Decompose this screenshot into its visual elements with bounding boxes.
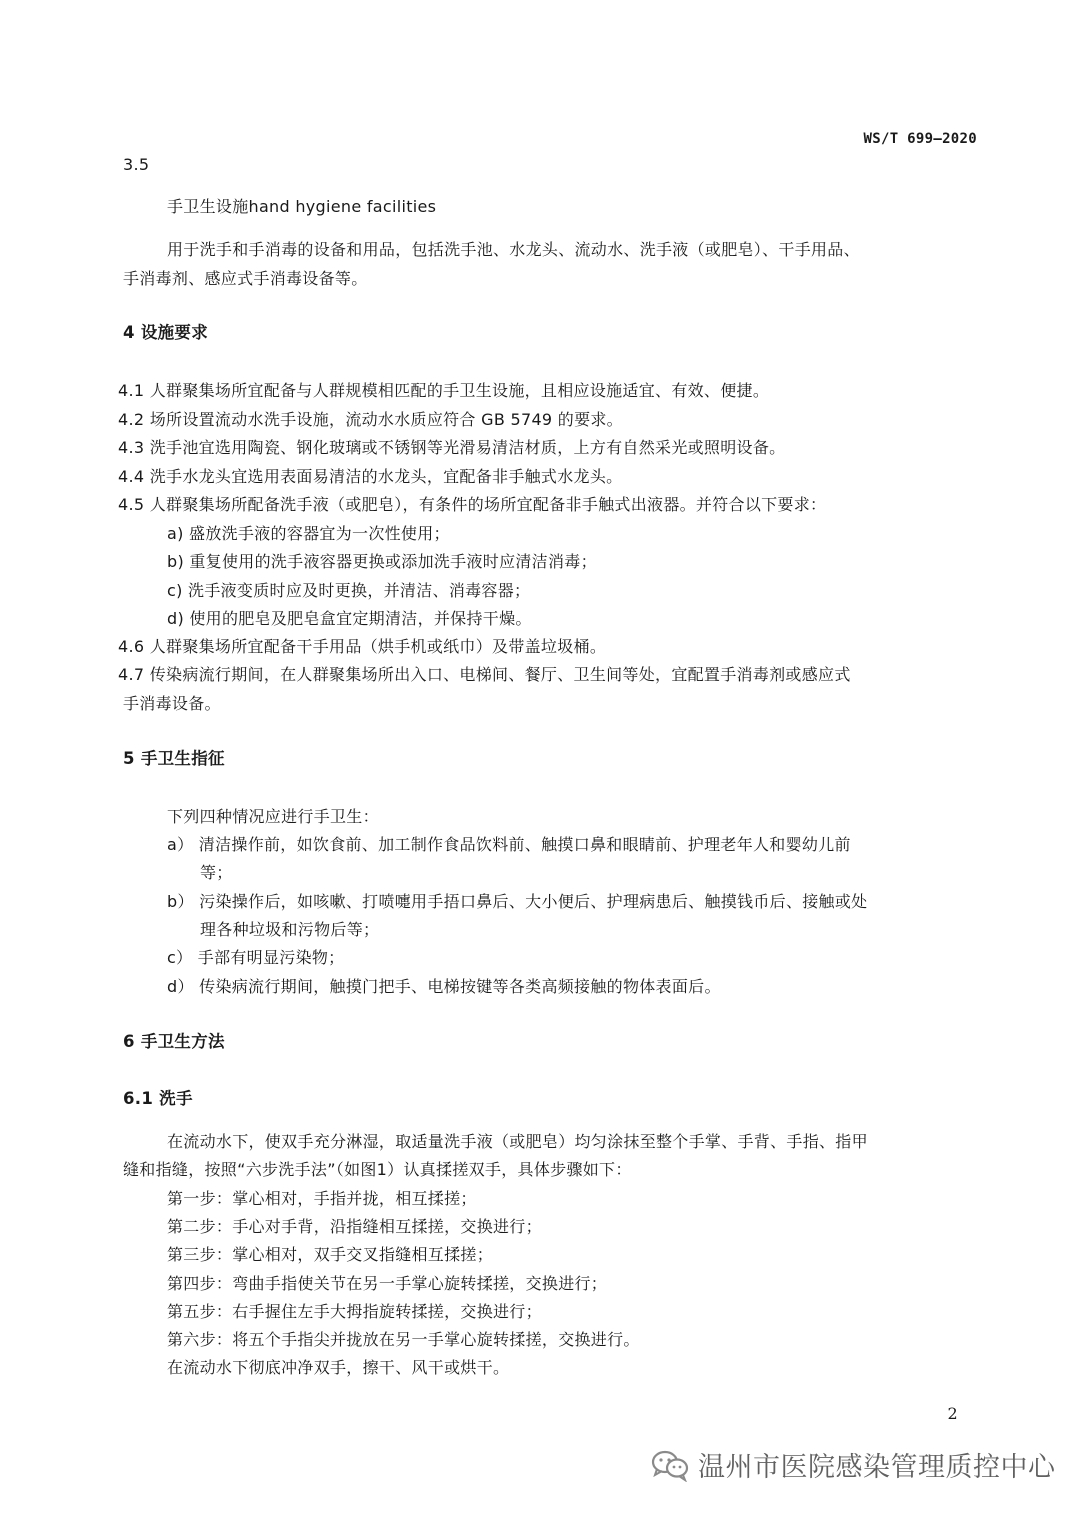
- wechat-icon: [650, 1448, 690, 1482]
- step-2: 第二步：手心对手背，沿指缝相互揉搓，交换进行；: [167, 1217, 542, 1236]
- section-3-5-definition-line-1: 用于洗手和手消毒的设备和用品，包括洗手池、水龙头、流动水、洗手液（或肥皂）、干手用品、: [167, 240, 860, 259]
- clause-4-5: 4.5 人群聚集场所配备洗手液（或肥皂），有条件的场所宜配备非手触式出液器。并符合以下要求：: [118, 495, 827, 514]
- watermark: [650, 1445, 1056, 1484]
- section-3-5-number: 3.5: [123, 155, 150, 174]
- section-5-item-a-line-2: 等；: [200, 863, 233, 882]
- section-5-heading: 5 手卫生指征: [123, 749, 225, 768]
- watermark-text: 温州市医院感染管理质控中心: [698, 1452, 1056, 1483]
- page-number: 2: [947, 1404, 958, 1423]
- clause-4-3: 4.3 洗手池宜选用陶瓷、钢化玻璃或不锈钢等光滑易清洁材质，上方有自然采光或照明设备。: [118, 438, 786, 457]
- section-5-item-c: c） 手部有明显污染物；: [167, 948, 345, 967]
- clause-4-4: 4.4 洗手水龙头宜选用表面易清洁的水龙头，宜配备非手触式水龙头。: [118, 467, 623, 486]
- clause-4-5-item-b: b) 重复使用的洗手液容器更换或添加洗手液时应清洁消毒；: [167, 552, 597, 571]
- clause-4-5-item-a: a) 盛放洗手液的容器宜为一次性使用；: [167, 524, 450, 543]
- section-3-5-definition-line-2: 手消毒剂、感应式手消毒设备等。: [123, 269, 368, 288]
- clause-4-7-line-1: 4.7 传染病流行期间，在人群聚集场所出入口、电梯间、餐厅、卫生间等处，宜配置手消毒剂或感应式: [118, 665, 851, 684]
- clause-4-2: 4.2 场所设置流动水洗手设施，流动水水质应符合 GB 5749 的要求。: [118, 410, 623, 429]
- section-5-intro: 下列四种情况应进行手卫生：: [167, 807, 379, 826]
- section-5-item-a-line-1: a） 清洁操作前，如饮食前、加工制作食品饮料前、触摸口鼻和眼睛前、护理老年人和婴幼儿前: [167, 835, 851, 854]
- section-6-1-intro-line-2: 缝和指缝，按照“六步洗手法”（如图1）认真揉搓双手，具体步骤如下：: [123, 1160, 632, 1179]
- section-5-item-b-line-2: 理各种垃圾和污物后等；: [200, 920, 380, 939]
- section-5-item-d: d） 传染病流行期间，触摸门把手、电梯按键等各类高频接触的物体表面后。: [167, 977, 721, 996]
- final-rinse: 在流动水下彻底冲净双手，擦干、风干或烘干。: [167, 1358, 510, 1377]
- section-6-1-heading: 6.1 洗手: [123, 1089, 193, 1108]
- step-4: 第四步：弯曲手指使关节在另一手掌心旋转揉搓，交换进行；: [167, 1274, 608, 1293]
- clause-4-5-item-d: d) 使用的肥皂及肥皂盒宜定期清洁，并保持干燥。: [167, 609, 532, 628]
- clause-4-5-item-c: c) 洗手液变质时应及时更换，并清洁、消毒容器；: [167, 581, 531, 600]
- section-3-5-term: 手卫生设施hand hygiene facilities: [167, 197, 437, 216]
- clause-4-1: 4.1 人群聚集场所宜配备与人群规模相匹配的手卫生设施，且相应设施适宜、有效、便捷。: [118, 381, 770, 400]
- step-3: 第三步：掌心相对，双手交叉指缝相互揉搓；: [167, 1245, 494, 1264]
- step-5: 第五步：右手握住左手大拇指旋转揉搓，交换进行；: [167, 1302, 542, 1321]
- step-6: 第六步：将五个手指尖并拢放在另一手掌心旋转揉搓，交换进行。: [167, 1330, 640, 1349]
- clause-4-7-line-2: 手消毒设备。: [123, 694, 221, 713]
- clause-4-6: 4.6 人群聚集场所宜配备干手用品（烘手机或纸巾）及带盖垃圾桶。: [118, 637, 607, 656]
- section-4-heading: 4 设施要求: [123, 323, 209, 342]
- step-1: 第一步：掌心相对，手指并拢，相互揉搓；: [167, 1189, 477, 1208]
- section-6-1-intro-line-1: 在流动水下，使双手充分淋湿，取适量洗手液（或肥皂）均匀涂抹至整个手掌、手背、手指、指甲: [167, 1132, 868, 1151]
- section-5-item-b-line-1: b） 污染操作后，如咳嗽、打喷嚏用手捂口鼻后、大小便后、护理病患后、触摸钱币后、接触或处: [167, 892, 868, 911]
- section-6-heading: 6 手卫生方法: [123, 1032, 225, 1051]
- standard-number: WS/T 699—2020: [863, 131, 977, 147]
